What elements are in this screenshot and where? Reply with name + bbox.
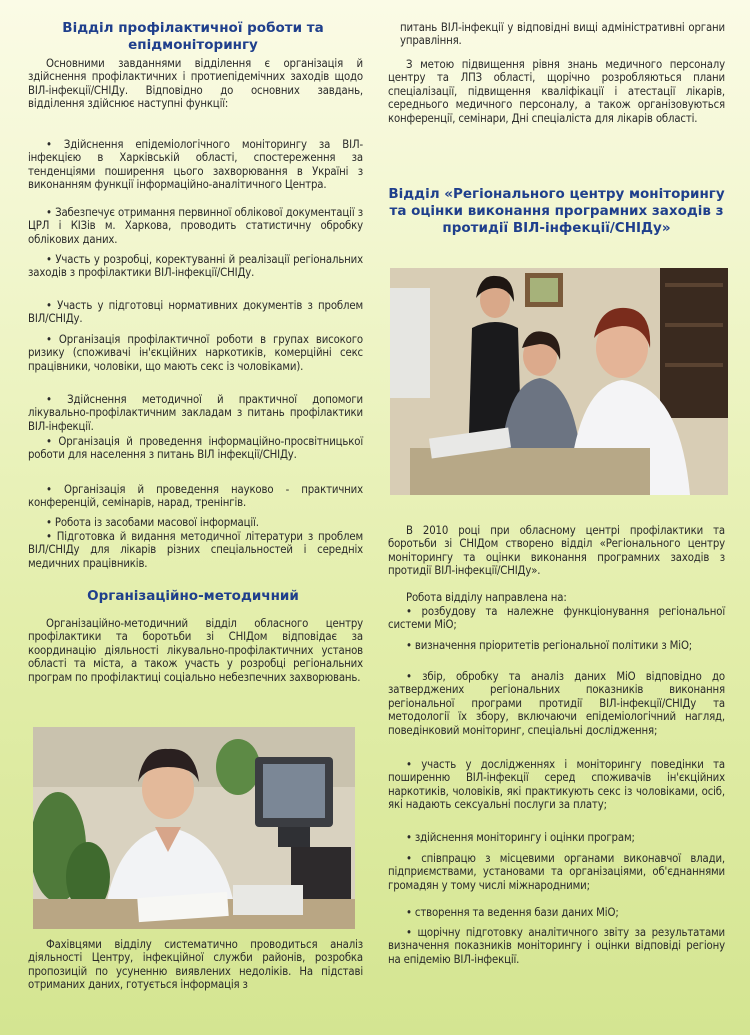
continuation-paragraph: питань ВІЛ-інфекції у відповідні вищі адміністративні органи управління. bbox=[400, 21, 725, 48]
section-heading-orgmethod: Організаційно-методичний bbox=[87, 588, 299, 604]
analysis-paragraph: Фахівцями відділу систематично проводиться аналіз діяльності Центру, інфекційної служби районів, розробка пропозицій по усуненню виявлених недоліків. На підставі отриманих даних, готується інформація з bbox=[28, 938, 363, 992]
photo-department-head bbox=[33, 727, 355, 929]
section-heading-prevention: Відділ профілактичної роботи та епідмоніторингу bbox=[62, 20, 324, 53]
aimed-paragraph: Робота відділу направлена на: bbox=[406, 591, 567, 604]
photo-monitoring-team bbox=[390, 268, 728, 495]
function-item: • Робота із засобами масової інформації. bbox=[46, 516, 259, 529]
function-item: • Організація профілактичної роботи в групах високого ризику (споживачі ін'єкційних наркотиків, комерційні секс працівники, чоловіки, що мають секс із чоловіками). bbox=[28, 333, 363, 373]
function-item: • Участь у підготовці нормативних документів з проблем ВІЛ/СНІДу. bbox=[28, 299, 363, 326]
created-paragraph: В 2010 році при обласному центрі профілактики та боротьби зі СНІДом створено відділ «Регіонального центру моніторингу та оцінки виконання програмних заходів з протидії ВІЛ-інфекції/СНІДу». bbox=[388, 524, 725, 578]
function-item: • Організація й проведення інформаційно-просвітницької роботи для населення з питань ВІЛ інфекції/СНІДу. bbox=[28, 435, 363, 462]
training-paragraph: З метою підвищення рівня знань медичного персоналу центру та ЛПЗ області, щорічно розробляються плани спеціалізації, підвищення кваліфікації і атестації лікарів, середнього медичного персоналу, а також організовуються конференції, семінари, Дні спеціаліста для лікарів області. bbox=[388, 58, 725, 125]
function-item: • Організація й проведення науково - практичних конференцій, семінарів, нарад, тренінгів. bbox=[28, 483, 363, 510]
function-item: • Забезпечує отримання первинної облікової документації з ЦРЛ і КІЗів м. Харкова, проводить статистичну обробку облікових даних. bbox=[28, 206, 363, 246]
function-item: • Здійснення епідеміологічного моніторингу за ВІЛ-інфекцією в Харківській області, спостереження за тенденціями поширення цього захворювання в Україні з виконанням функції інформаційно-аналітичного Центра. bbox=[28, 138, 363, 192]
task-item: • щорічну підготовку аналітичного звіту за результатами визначення показників моніторингу і оцінки відповіді регіону на епідемію ВІЛ-інфекції. bbox=[388, 926, 725, 966]
task-item: • розбудову та належне функціонування регіональної системи МіО; bbox=[388, 605, 725, 632]
intro-paragraph: Основними завданнями відділення є організація й здійснення профілактичних і протиепідемічних заходів щодо ВІЛ-інфекції/СНІДу. Відповідно до основних завдань, відділення здійснює наступні функції: bbox=[28, 57, 363, 111]
task-item: • здійснення моніторингу і оцінки програм; bbox=[406, 831, 635, 844]
task-item: • співпрацю з місцевими органами виконавчої влади, підприємствами, установами та організаціями, об'єднаннями громадян у тому числі міжнародними; bbox=[388, 852, 725, 892]
task-item: • збір, обробку та аналіз даних МіО відповідно до затверджених регіональних показників виконання регіональної програми протидії ВІЛ-інфекції/СНІДу та методології їх збору, включаючи епідеміологічний нагляд, поведінковий моніторинг, спеціальні дослідження; bbox=[388, 670, 725, 737]
function-item: • Підготовка й видання методичної літератури з проблем ВІЛ/СНІДу для лікарів різних спеціальностей і середніх медичних працівників. bbox=[28, 530, 363, 570]
function-item: • Участь у розробці, коректуванні й реалізації регіональних заходів з профілактики ВІЛ-інфекції/СНІДу. bbox=[28, 253, 363, 280]
orgmethod-paragraph: Організаційно-методичний відділ обласного центру профілактики та боротьби зі СНІДом відповідає за координацію діяльності лікувально-профілактичних установ області та міста, а також участь у розробці регіональних програм по профілактиці соціально небезпечних захворювань. bbox=[28, 617, 363, 684]
function-item: • Здійснення методичної й практичної допомоги лікувально-профілактичним закладам з питань профілактики ВІЛ-інфекції. bbox=[28, 393, 363, 433]
section-heading-monitoring-center: Відділ «Регіонального центру моніторингу та оцінки виконання програмних заходів з протидії ВІЛ-інфекції/СНІДу» bbox=[388, 186, 725, 236]
task-item: • створення та ведення бази даних МіО; bbox=[406, 906, 619, 919]
task-item: • участь у дослідженнях і моніторингу поведінки та поширенню ВІЛ-інфекції серед споживачів ін'єкційних наркотиків, чоловіків, які практикують секс із чоловіками, осіб, які надають сексуальні послуги за плату; bbox=[388, 758, 725, 812]
task-item: • визначення пріоритетів регіональної політики з МіО; bbox=[406, 639, 693, 652]
